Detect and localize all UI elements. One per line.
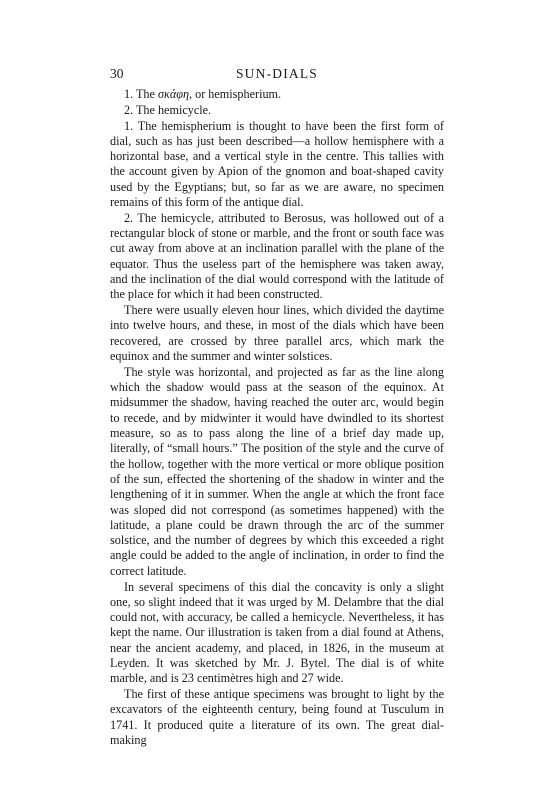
- paragraph-style: The style was horizontal, and projected as far as the line along which the shadow would pass at the season of the equinox. At midsummer the shadow, having reached the outer arc, would begin to recede, and by midwinter it would have dwindled to its shortest measure, so as to pass along the line of a brief day made up, literally, of “small hours.” The position of the style and the curve of the hollow, together with the more vertical or more oblique position of the sun, effected the shortening of the shadow in winter and the lengthening of it in summer. When the angle at which the front face was sloped did not correspond (as sometimes happened) with the latitude, a plane could be drawn through the arc of the summer solstice, and the number of degrees by which this exceeded a right angle could be added to the angle of inclination, in order to find the correct latitude.: [110, 364, 444, 578]
- paragraph-concavity: In several specimens of this dial the concavity is only a slight one, so slight indeed that it was urged by M. Delambre that the dial could not, with accuracy, be called a hemicycle. Nevertheless, it has kept the name. Our illustration is taken from a dial found at Athens, near the ancient academy, and placed, in 1826, in the museum at Leyden. It was sketched by Mr. J. Bytel. The dial is of white marble, and is 23 centimètres high and 27 wide.: [110, 579, 444, 686]
- body-text: [110, 87, 444, 748]
- paragraph-first-specimens: The first of these antique specimens was brought to light by the excavators of the eighteenth century, being found at Tusculum in 1741. It produced quite a literature of its own. The great dial-making: [110, 687, 444, 747]
- paragraph-hemicycle: 2. The hemicycle, attributed to Berosus, was hollowed out of a rectangular block of stone or marble, and the front or south face was cut away from above at an inclination parallel with the plane of the equator. Thus the useless part of the hemisphere was taken away, and the inclination of the dial would correspond with the latitude of the place for which it had been constructed.: [110, 210, 444, 302]
- list-item-hemicycle: 2. The hemicycle.: [124, 102, 212, 117]
- running-title: SUN-DIALS: [235, 66, 319, 81]
- list-item-scaphe: [110, 87, 444, 102]
- paragraph-hemispherium: 1. The hemispherium is thought to have been the first form of dial, such as has just been described—a hollow hemisphere with a horizontal base, and a vertical style in the centre. This tallies with the account given by Apion of the gnomon and boat-shaped cavity used by the Egyptians; but, so far as we are aware, no specimen remains of this form of the antique dial.: [110, 118, 444, 210]
- list-item-rest: , or hemispherium.: [189, 87, 282, 101]
- running-head: [110, 66, 444, 82]
- page-number: 30: [110, 66, 124, 81]
- list-item-marker: 1. The: [124, 87, 158, 101]
- greek-term: σκάφη: [157, 87, 190, 101]
- paragraph-hour-lines: There were usually eleven hour lines, which divided the daytime into twelve hours, and these, in most of the dials which have been recovered, are crossed by three parallel arcs, which mark the equinox and the summer and winter solstices.: [110, 303, 444, 364]
